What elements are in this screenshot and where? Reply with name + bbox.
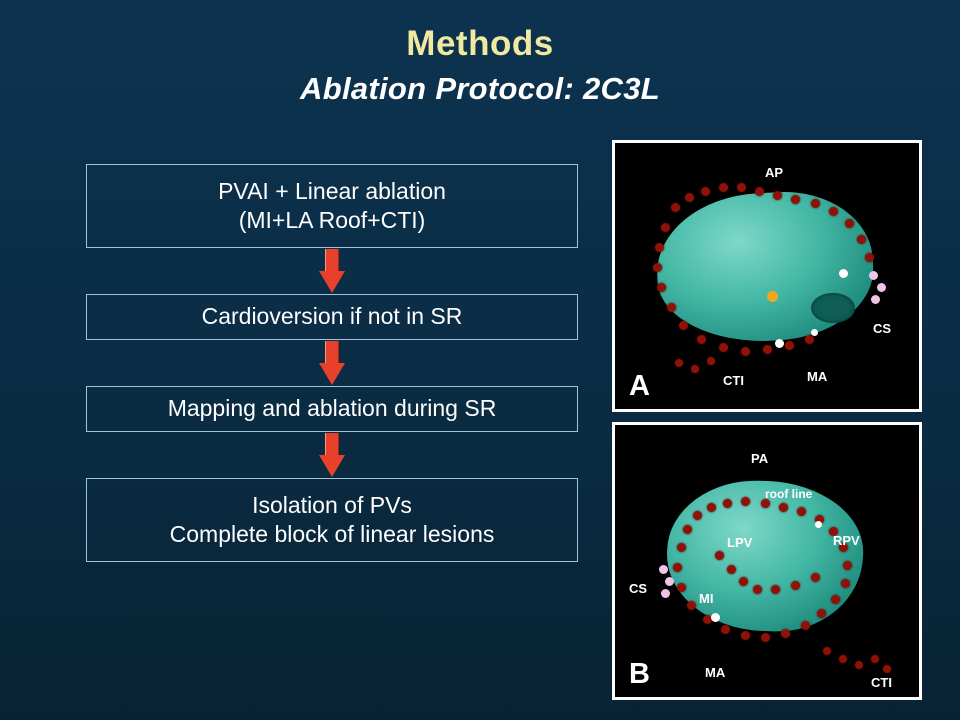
ablation-dot [693,511,702,520]
ablation-dot [839,655,847,663]
down-arrow-icon [319,341,345,385]
ablation-dot [671,203,680,212]
flow-step-2 [86,294,578,340]
ablation-dot [801,621,810,630]
panel-label-a: A [629,370,650,402]
ablation-dot [817,609,826,618]
flow-step-1-line2: (MI+LA Roof+CTI) [238,207,426,233]
annotation-rpv: RPV [833,533,860,548]
flow-step-4 [86,478,578,562]
ablation-dot [661,223,670,232]
annotation-lpv: LPV [727,535,753,550]
annotation-cti: CTI [723,373,744,388]
ablation-dot [715,551,724,560]
marker-dot [839,269,848,278]
catheter-tip-dot [767,291,778,302]
annotation-pa: PA [751,451,769,466]
title-block [0,24,960,107]
flow-step-2-line1: Cardioversion if not in SR [201,303,463,330]
ablation-dot [667,303,676,312]
ablation-dot [741,631,750,640]
annotation-cs: CS [629,581,648,596]
cs-dot [877,283,886,292]
annotation-cs: CS [873,321,892,336]
ablation-dot [739,577,748,586]
annotation-ma: MA [705,665,726,680]
page-title: Methods [406,24,554,63]
marker-dot [775,339,784,348]
ablation-dot [857,235,866,244]
ablation-dot [843,561,852,570]
flow-step-3 [86,386,578,432]
down-arrow-icon [319,249,345,293]
ablation-dot [657,283,666,292]
ablation-dot [721,625,730,634]
image-panel-b [612,422,922,700]
ablation-dot [791,581,800,590]
ablation-dot [753,585,762,594]
ablation-dot [673,563,682,572]
flow-step-4-line1: Isolation of PVs [252,491,412,518]
flow-step-3-line1: Mapping and ablation during SR [167,395,497,422]
ablation-dot [829,207,838,216]
cs-dot [661,589,670,598]
ablation-dot [683,525,692,534]
ablation-dot [701,187,710,196]
pv-ostium-a [811,293,855,323]
ablation-dot [755,187,764,196]
marker-dot [815,521,822,528]
flow-step-1-line1: PVAI + Linear ablation [218,177,446,204]
ablation-dot [831,595,840,604]
ablation-dot [679,321,688,330]
ablation-dot [719,343,728,352]
ablation-dot [723,499,732,508]
ablation-dot [707,357,715,365]
ablation-dot [761,633,770,642]
annotation-ma: MA [807,369,828,384]
image-panel-a [612,140,922,412]
ablation-dot [791,195,800,204]
annotation-mi: MI [699,591,714,606]
flow-step-1 [86,164,578,248]
ablation-dot [741,497,750,506]
ablation-dot [797,507,806,516]
annotation-cti: CTI [871,675,892,690]
ablation-dot [707,503,716,512]
ablation-dot [773,191,782,200]
ablation-dot [779,503,788,512]
ablation-dot [771,585,780,594]
ablation-dot [781,629,790,638]
flow-arrow-1 [86,248,578,294]
ablation-dot [675,359,683,367]
flow-step-4-line2: Complete block of linear lesions [169,521,495,547]
ablation-dot [655,243,664,252]
cs-dot [871,295,880,304]
ablation-dot [883,665,891,673]
ablation-dot [719,183,728,192]
ablation-dot [811,199,820,208]
flow-arrow-2 [86,340,578,386]
ablation-dot [845,219,854,228]
ablation-dot [685,193,694,202]
marker-dot [711,613,720,622]
ablation-dot [763,345,772,354]
ablation-dot [841,579,850,588]
ablation-dot [687,601,696,610]
ablation-dot [785,341,794,350]
ablation-dot [871,655,879,663]
ablation-dot [677,543,686,552]
ablation-dot [697,335,706,344]
ablation-dot [823,647,831,655]
ablation-dot [737,183,746,192]
ablation-dot [741,347,750,356]
flow-arrow-3 [86,432,578,478]
annotation-ap: AP [765,165,784,180]
flowchart [86,164,578,562]
ablation-dot [855,661,863,669]
page-subtitle: Ablation Protocol: 2C3L [300,71,660,107]
ablation-dot [653,263,662,272]
ablation-dot [691,365,699,373]
ablation-dot [805,335,814,344]
ablation-dot [865,253,874,262]
cs-dot [659,565,668,574]
ablation-dot [727,565,736,574]
panel-label-b: B [629,658,650,690]
down-arrow-icon [319,433,345,477]
annotation-roof-line: roof line [765,487,813,501]
ablation-dot [811,573,820,582]
ablation-dot [677,583,686,592]
marker-dot [811,329,818,336]
cs-dot [665,577,674,586]
cs-dot [869,271,878,280]
